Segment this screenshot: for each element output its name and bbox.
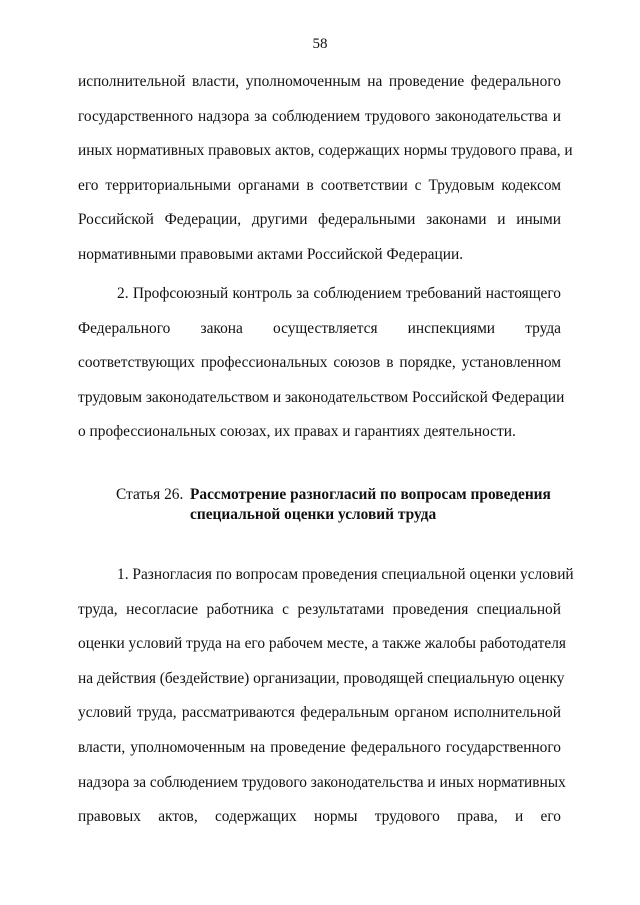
paragraph-line: иных нормативных правовых актов, содержащих нормы трудового права, и bbox=[78, 142, 573, 160]
paragraph-line: трудовым законодательством и законодательством Российской Федерации bbox=[78, 388, 565, 406]
paragraph-line: 2. Профсоюзный контроль за соблюдением требований настоящего bbox=[117, 285, 561, 302]
paragraph-line: надзора за соблюдением трудового законодательства и иных нормативных bbox=[78, 773, 566, 791]
page-number: 58 bbox=[312, 36, 328, 52]
paragraph-line: его территориальными органами в соответствии с Трудовым кодексом bbox=[78, 176, 561, 194]
paragraph-line: Российской Федерации, другими федеральными законами и иными bbox=[78, 211, 561, 229]
paragraph-line: нормативными правовыми актами Российской Федерации. bbox=[78, 245, 464, 263]
paragraph-line: о профессиональных союзах, их правах и гарантиях деятельности. bbox=[78, 423, 516, 441]
paragraph-line: оценки условий труда на его рабочем месте, а также жалобы работодателя bbox=[78, 635, 566, 653]
paragraph-line: 1. Разногласия по вопросам проведения специальной оценки условий bbox=[117, 566, 574, 583]
paragraph-line: государственного надзора за соблюдением трудового законодательства и bbox=[78, 107, 561, 125]
article-title bbox=[190, 485, 551, 525]
paragraph-line: власти, уполномоченным на проведение федерального государственного bbox=[78, 738, 561, 756]
paragraph-line: правовых актов, содержащих нормы трудового права, и его bbox=[78, 808, 561, 826]
paragraph-line: Федерального закона осуществляется инспекциями труда bbox=[78, 319, 561, 337]
article-title-line: Рассмотрение разногласий по вопросам проведения bbox=[190, 486, 551, 503]
paragraph-line: исполнительной власти, уполномоченным на проведение федерального bbox=[78, 73, 561, 90]
article-title-line: специальной оценки условий труда bbox=[190, 506, 437, 523]
paragraph-3 bbox=[78, 565, 574, 842]
paragraph-line: соответствующих профессиональных союзов в порядке, установленном bbox=[78, 354, 561, 372]
paragraph-1 bbox=[78, 72, 573, 280]
paragraph-line: условий труда, рассматриваются федеральным органом исполнительной bbox=[78, 704, 561, 722]
paragraph-line: на действия (бездействие) организации, проводящей специальную оценку bbox=[78, 669, 565, 687]
article-label: Статья 26. bbox=[116, 486, 184, 503]
paragraph-line: труда, несогласие работника с результатами проведения специальной bbox=[78, 600, 561, 618]
paragraph-2 bbox=[78, 284, 565, 457]
